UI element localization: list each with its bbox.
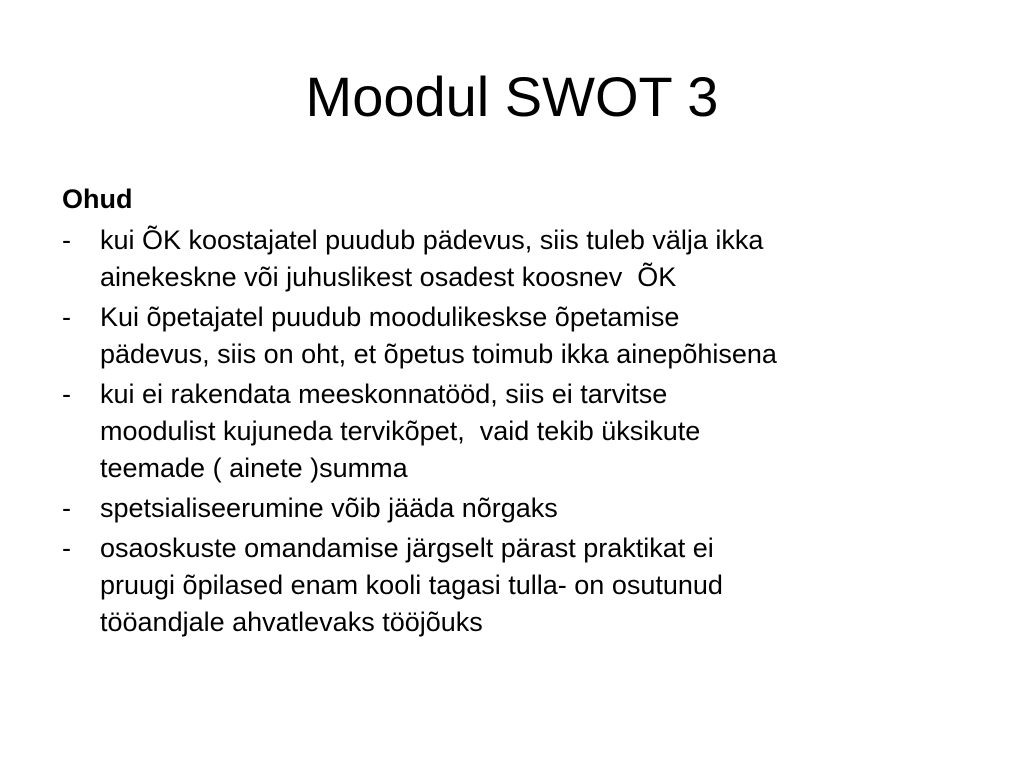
slide-title: Moodul SWOT 3 [305,65,719,128]
bullet-marker: - [62,493,71,523]
bullet-item [62,490,962,527]
bullet-list [62,222,962,641]
section-heading: Ohud [62,184,133,214]
bullet-text [100,299,962,373]
bullet-marker: - [62,225,71,255]
bullet-item [62,299,962,373]
bullet-text [100,490,962,527]
slide-body [62,180,962,644]
bullet-line: teemade ( ainete )summa [100,453,408,483]
bullet-text [100,222,962,296]
bullet-item [62,222,962,296]
bullet-text [100,530,962,641]
bullet-marker: - [62,302,71,332]
bullet-line: Kui õpetajatel puudub moodulikeskse õpetamise [100,302,680,332]
bullet-line: ainekeskne või juhuslikest osadest koosnev ÕK [100,262,677,292]
bullet-marker: - [62,533,71,563]
bullet-marker: - [62,379,71,409]
bullet-line: tööandjale ahvatlevaks tööjõuks [100,607,483,637]
bullet-line: osaoskuste omandamise järgselt pärast praktikat ei [100,533,714,563]
bullet-line: kui ÕK koostajatel puudub pädevus, siis tuleb välja ikka [100,225,764,255]
bullet-line: spetsialiseerumine võib jääda nõrgaks [100,493,558,523]
bullet-line: moodulist kujuneda tervikõpet, vaid tekib üksikute [100,416,701,446]
bullet-item [62,376,962,487]
bullet-line: kui ei rakendata meeskonnatööd, siis ei tarvitse [100,379,668,409]
bullet-line: pädevus, siis on oht, et õpetus toimub ikka ainepõhisena [100,339,777,369]
bullet-text [100,376,962,487]
bullet-line: pruugi õpilased enam kooli tagasi tulla- on osutunud [100,570,723,600]
bullet-item [62,530,962,641]
